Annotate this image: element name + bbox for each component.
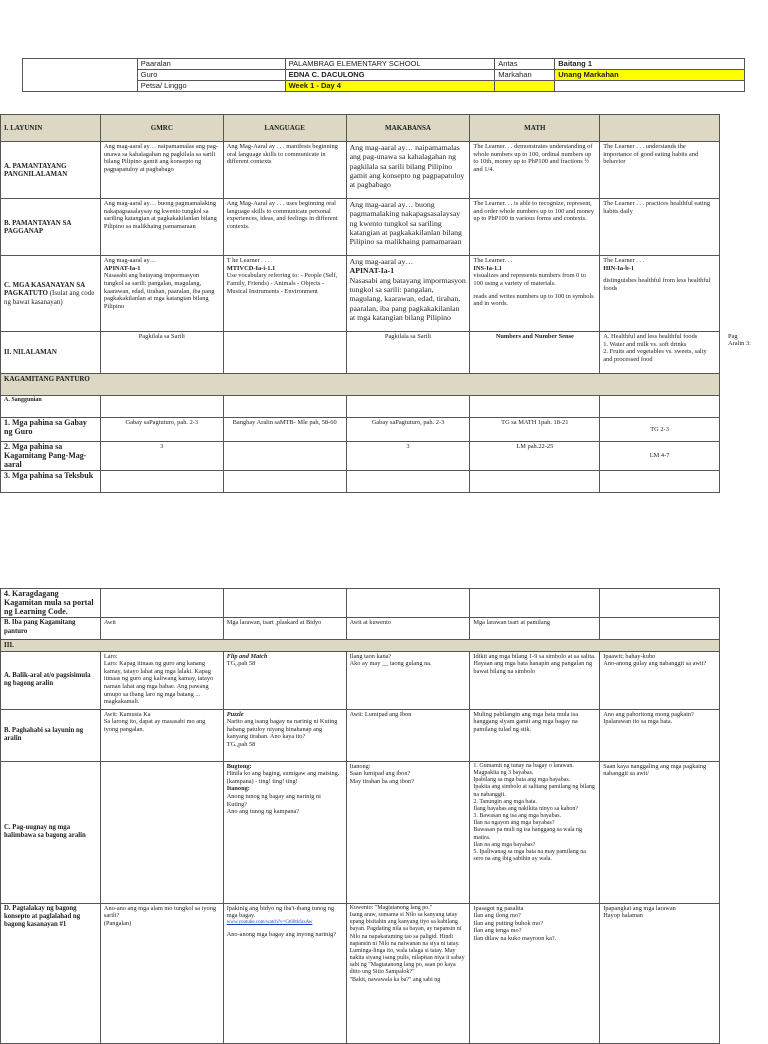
c-lang-text: Use vocabulary referring to: - People (Self, Family, Friends) - Animals - Objects - Musical Instruments - Environment: [226, 272, 338, 295]
rb2-lang-title: Puzzle: [226, 710, 244, 718]
cell-r2-language: [223, 442, 346, 471]
rc-lang-itanong: Itanong:: [226, 785, 250, 793]
cell: [100, 396, 223, 418]
antas-label: Antas: [495, 59, 555, 70]
cell-r1-health: TG 2-3: [600, 418, 720, 442]
row-label-teksbuk: 3. Mga pahina sa Teksbuk: [1, 471, 101, 493]
cell-c-makabansa: [346, 256, 470, 332]
c-last-intro: The Learner . . .: [603, 257, 645, 264]
cell: [223, 396, 346, 418]
cell: [600, 471, 720, 493]
c-gmrc-text: Nasasabi ang batayang impormasyon tungkol sa sarili: pangalan, magulang, kaarawan, edad, tirahan, paaralan, iba pang pagkakakilanlan at mga katangian bilang Pilipino: [103, 272, 215, 311]
cell-ii-makabansa: Pagkilala sa Sarili: [346, 332, 470, 374]
markahan-label: Markahan: [495, 70, 555, 81]
row-label-paghahabi: B. Paghahabi sa layunin ng aralin: [1, 709, 101, 761]
cell-ra-gmrc: Laro: Laro: Kapag itinaas ng guro ang kanang kamay, tatayo lahat ang mga lalaki. Kapag itinaas ng guro ang kaliwang kamay, tatayo naman lahat ang mga babae. Ang pawang umupo sa ibang laro ng mga batang ... magkakamali.: [100, 651, 223, 709]
lesson-plan-table-page-2: [0, 588, 768, 1044]
edge-cell: [720, 903, 768, 1043]
c-last-text: distinguishes healthful from less healthful foods: [603, 277, 711, 293]
cell: [470, 471, 600, 493]
markahan-value: Unang Markahan: [555, 70, 745, 81]
edge-cell: [720, 589, 768, 618]
video-link[interactable]: www.youtube.com/watch?v=Gt60tkfaxAw: [226, 919, 313, 925]
cell-rb-language: Mga larawan, tsart ,plaskard at Bidyo: [223, 618, 346, 640]
cell: [600, 618, 720, 640]
cell-r2-makabansa: 3: [346, 442, 470, 471]
header-blank-cell: [23, 59, 138, 92]
c-math-intro: The Learner. . .: [473, 257, 513, 264]
rc-lang-bugtong: Bugtong:: [226, 762, 252, 770]
col-makabansa: MAKABANSA: [346, 115, 470, 142]
section-iii-band: III.: [1, 640, 720, 651]
cell: [346, 471, 470, 493]
cell: [346, 589, 470, 618]
cell-rb2-makabansa: Awit: Lumipad ang Ibon: [346, 709, 470, 761]
paaralan-value: PALAMBRAG ELEMENTARY SCHOOL: [285, 59, 495, 70]
rb2-lang-text: Narito ang isang bagay na narinig ni Kuting habang patuloy niyang hinahanap ang kanyang tirahan. Ano kaya ito? TG.,pah 58: [226, 718, 338, 748]
cell-rb2-language: [223, 709, 346, 761]
cell-rb2-gmrc: Awit: Kamusta Ka Sa larong ito, dapat ay masasabi mo ang iyong pangalan.: [100, 709, 223, 761]
col-math: MATH: [470, 115, 600, 142]
header-info-table: [22, 58, 745, 92]
edge-cell: [720, 640, 768, 651]
c-last-code: HIN-Ia-b-1: [603, 264, 635, 272]
cell-ra-math: Idikit ang mga bilang 1-9 sa simbolo at sa salita. Hayaan ang mga bata hanapin ang pangalan ng bawat bilang na simbolo: [470, 651, 600, 709]
row-label-nilalaman: II. NILALAMAN: [1, 332, 101, 374]
cell-c-math: [470, 256, 600, 332]
c-math-code: INS-Ia-1.1: [473, 264, 503, 272]
edge-cell: [720, 442, 768, 471]
cell: [600, 589, 720, 618]
petsa-empty: [495, 81, 555, 92]
cell-rb-makabansa: Awit at kuwento: [346, 618, 470, 640]
petsa-value: Week 1 - Day 4: [285, 81, 495, 92]
edge-cell: [720, 651, 768, 709]
cell-r2-health: LM 4-7: [600, 442, 720, 471]
edge-cell: [720, 618, 768, 640]
kagamitang-panturo-band: KAGAMITANG PANTURO: [1, 374, 720, 396]
rc-lang-text-a: Hinila ko ang baging, sumigaw ang matsing. (kampana) - ting! ting! ting!: [226, 770, 340, 785]
c-math-text: visualizes and represents numbers from 0 to 100 using a variety of materials.: [473, 272, 586, 288]
guro-label: Guro: [137, 70, 285, 81]
cell-ii-overflow: Pag Aralin 3:: [728, 332, 751, 348]
cell-c-language: [223, 256, 346, 332]
col-gmrc: GMRC: [100, 115, 223, 142]
kasanayan-title: C. MGA KASANAYAN SA PAGKATUTO: [4, 280, 85, 298]
cell-r2-gmrc: 3: [100, 442, 223, 471]
antas-value: Baitang 1: [555, 59, 745, 70]
cell-rd-language: [223, 903, 346, 1043]
row-label-sanggunian: A. Sanggunian: [1, 396, 101, 418]
cell-ii-gmrc: Pagkilala sa Sarili: [100, 332, 223, 374]
petsa-label: Petsa/ Linggo: [137, 81, 285, 92]
cell-c-health: [600, 256, 720, 332]
c-mak-intro: Ang mag-aaral ay…: [349, 257, 414, 266]
cell: [470, 396, 600, 418]
c-math-text-2: reads and writes numbers up to 100 in symbols and in words.: [473, 292, 594, 308]
cell-r1-language: Banghay Aralin saMTB- Mle pah, 58-60: [223, 418, 346, 442]
lesson-plan-table: [0, 114, 768, 493]
cell-b-math: The Learner. . . is able to recognize, represent, and order whole numbers up to 100 and money up to PhP100 in various forms and contexts.: [470, 199, 600, 256]
row-label-balik-aral: A. Balik-aral at/o pagsisimula ng bagong aralin: [1, 651, 101, 709]
cell-b-gmrc: Ang mag-aaral ay… buong pagmamalaking nakapagsasalaysay ng kwento tungkol sa sariling katangian at pagkakakilanlan bilang Pilipino sa malikhaing pamamaraan: [100, 199, 223, 256]
cell-b-makabansa: Ang mag-aaral ay… buong pagmamalaking nakapagsasalaysay ng kwento tungkol sa sariling katangian at pagkakakilanlan bilang Pilipino sa malikhaing pamamaraan: [346, 199, 470, 256]
kasanayan-note: (Isulat ang code ng bawat kasanayan): [4, 289, 95, 306]
cell: [100, 589, 223, 618]
col-health: [600, 115, 720, 142]
row-label-karagdagang-kagamitan: 4. Karagdagang Kagamitan mula sa portal ng Learning Code.: [1, 589, 101, 618]
cell-ra-health: Ipaawit; bahay-kubo Ano-anong gulay ang nabanggit sa awit?: [600, 651, 720, 709]
edge-cell: [720, 471, 768, 493]
cell-rb-math: Mga larawan tsart at pamilang: [470, 618, 600, 640]
cell-ra-makabansa: Ilang taon kana? Ako ay may __ taong gulang na.: [346, 651, 470, 709]
row-label-pamantayang-pangnilalaman: A. PAMANTAYANG PANGNILALAMAN: [1, 142, 101, 199]
col-language: LANGUAGE: [223, 115, 346, 142]
c-gmrc-code: APINAT-Ia-1: [103, 264, 141, 272]
c-lang-intro: T he Learner . . .: [226, 257, 270, 264]
cell-rd-math: Ipasagot ng pasalita Ilan ang ilong mo? Ilan ang putting buhok mo? Ilan ang tenga mo? Ilan dilaw na kuko mayroon ka?.: [470, 903, 600, 1043]
row-label-kagamitang-pang-mag-aaral: 2. Mga pahina sa Kagamitang Pang-Mag-aaral: [1, 442, 101, 471]
ra-lang-text: TG,.pah 58: [226, 660, 256, 668]
edge-cell: [720, 199, 768, 256]
rd-lang-text-b: Ano-anong mga bagay ang inyong narinig?: [226, 930, 337, 938]
cell: [346, 396, 470, 418]
edge-cell: [720, 142, 768, 199]
cell-rc-math: 1. Gumamit ng tunay na bagay o larawan. Magpakita ng 3 bayabas. Ipabilang sa mga bata ang mga bayabas. Ipakita ang simbolo at salitang pamilang ng bilang na nabanggit. 2. Tanungin ang mga bata. Ilang bayabas ang nakikita ninyo sa kahon? 3. Bawasan ng isa ang mga bayabas. Ilan na ngayon ang mga bayabas? Bawasan pa muli ng isa hanggang sa wala ng matira. Ilan na ang mga bayabas? 5. Ipaliwanag sa mga bata na may pamilang na sero na ang ibig sabihin ay wala.: [470, 761, 600, 903]
cell-c-gmrc: [100, 256, 223, 332]
cell: [100, 761, 223, 903]
blank-cell: [555, 81, 745, 92]
paaralan-label: Paaralan: [137, 59, 285, 70]
rd-lang-text-a: Ipakinig ang bidyo ng iba't-ibang tunog ng mga bagay.: [226, 904, 335, 920]
cell-b-language: Ang Mag-Aaral ay . . . uses beginning oral language skills to communicate personal experiences, ideas, and feelings in different contexts.: [223, 199, 346, 256]
cell-rd-makabansa: Kuwento: "Magtatanong lang po." Isang araw, sumama si Nilo sa kanyang tatay upang bisitahin ang kanyang tiyo sa kabilang bayan. Pagdating nila sa bayan, ay napansin ni Nilo na napakaraming tao sa paligid. Hindi napansin ni Nilo na naiwanan na siya ni tatay. Luminga-linga ito, wala talaga si tatay. May nakita siyang isang pulis, nilapitan niya it sabay sabi ng "Magtatanong lang po, saan po kaya ditto ung Sitio Sampalok?" "Bakit, nawawala ka ba?" ang sabi ng: [346, 903, 470, 1043]
edge-cell: [720, 374, 768, 396]
edge-cell: [720, 418, 768, 442]
cell: [470, 589, 600, 618]
row-label-iba-pang-kagamitan: B. Iba pang Kagamitang panturo: [1, 618, 101, 640]
row-label-pamantayan-sa-pagganap: B. PAMANTAYAN SA PAGGANAP: [1, 199, 101, 256]
cell-ii-language: [223, 332, 346, 374]
c-lang-code: MTIVCD-Ia-i-1.1: [226, 264, 276, 272]
edge-cell: [720, 709, 768, 761]
row-label-gabay-ng-guro: 1. Mga pahina sa Gabay ng Guro: [1, 418, 101, 442]
cell-rb2-math: Muling pabilangin ang mga bata mula isa hanggang siyam gamit ang mga bagay na pamilang tulad ng stik.: [470, 709, 600, 761]
edge-cell: [720, 256, 768, 332]
c-mak-text: Nasasabi ang batayang impormasyon tungkol sa sarili: pangalan, magulang, kaarawan, edad, tirahan, paaralan, iba pang pagkakakilanlan at mga katangian bilang Pilipino: [349, 275, 466, 323]
cell-rb2-health: Ano ang paboritong mong pagkain? Ipalarawan ito sa mga bata.: [600, 709, 720, 761]
ra-lang-title: Flip and Match: [226, 652, 268, 660]
cell-r1-math: TG sa MATH 1pah. 18-21: [470, 418, 600, 442]
cell-r1-gmrc: Gabay saPagtuturo, pah. 2-3: [100, 418, 223, 442]
cell-b-health: The Learner . . . practices healthful eating habits daily: [600, 199, 720, 256]
cell: [600, 396, 720, 418]
cell-rd-gmrc: Ano-ano ang mga alam mo tungkol sa iyong sarili? (Pangalan): [100, 903, 223, 1043]
c-mak-code: APINAT-Ia-1: [349, 266, 395, 276]
cell: [223, 471, 346, 493]
cell-rd-health: Ipapangkat ang mga larawan Hayop halaman: [600, 903, 720, 1043]
cell-rb-gmrc: Awit: [100, 618, 223, 640]
cell-r2-math: LM pah.22-25: [470, 442, 600, 471]
cell-a-gmrc: Ang mag-aaral ay… naipamamalas ang pag-unawa sa kahalagahan ng pagkilala sa sarili bilang Pilipino gamit ang konsepto ng pagpapatuloy at pagbabago: [100, 142, 223, 199]
row-label-pagtalakay: D. Pagtalakay ng bagong konsepto at paglalahad ng bagong kasanayan #1: [1, 903, 101, 1043]
cell-a-math: The Learner. . . demonstrates understanding of whole numbers up to 100, ordinal numbers up to 10th, money up to PhP100 and fractions ½ and 1/4.: [470, 142, 600, 199]
edge-cell: [720, 396, 768, 418]
cell: [100, 471, 223, 493]
cell-rc-makabansa: Itanong: Saan lumipad ang ibon? May tirahan ba ang ibon?: [346, 761, 470, 903]
cell-rc-language: [223, 761, 346, 903]
cell-a-language: Ang Mag-Aaral ay . . . manifests beginning oral language skills to communicate in different contexts: [223, 142, 346, 199]
cell-ii-health: A. Healthful and less healthful foods 1. Water and milk vs. soft drinks 2. Fruits and vegetables vs. sweets, salty and processed food: [600, 332, 720, 374]
rc-lang-text-b: Anong tunog ng bagay ang narinig ni Kuting? Ano ang tunog ng kampana?: [226, 792, 321, 816]
cell-a-makabansa: Ang mag-aaral ay… naipamamalas ang pag-unawa sa kahalagahan ng pagkilala sa sarili bilang Pilipino gamit ang konsepto ng pagpapatuloy at pagbabago: [346, 142, 470, 199]
edge-cell: [720, 115, 768, 142]
cell-ra-language: [223, 651, 346, 709]
row-label-pag-uugnay: C. Pag-uugnay ng mga halimbawa sa bagong aralin: [1, 761, 101, 903]
cell: [223, 589, 346, 618]
guro-value: EDNA C. DACULONG: [285, 70, 495, 81]
row-label-kasanayan: [1, 256, 101, 332]
cell-ii-math: Numbers and Number Sense: [470, 332, 600, 374]
c-gmrc-intro: Ang mag-aaral ay…: [103, 257, 157, 264]
col-layunin: I. LAYUNIN: [1, 115, 101, 142]
cell-a-health: The Learner . . . understands the importance of good eating habits and behavior: [600, 142, 720, 199]
cell-rc-health: Saan kaya nanggaling ang mga pagkaing nabanggit sa awit/: [600, 761, 720, 903]
edge-cell: [720, 761, 768, 903]
cell-r1-makabansa: Gabay saPagtuturo, pah. 2-3: [346, 418, 470, 442]
